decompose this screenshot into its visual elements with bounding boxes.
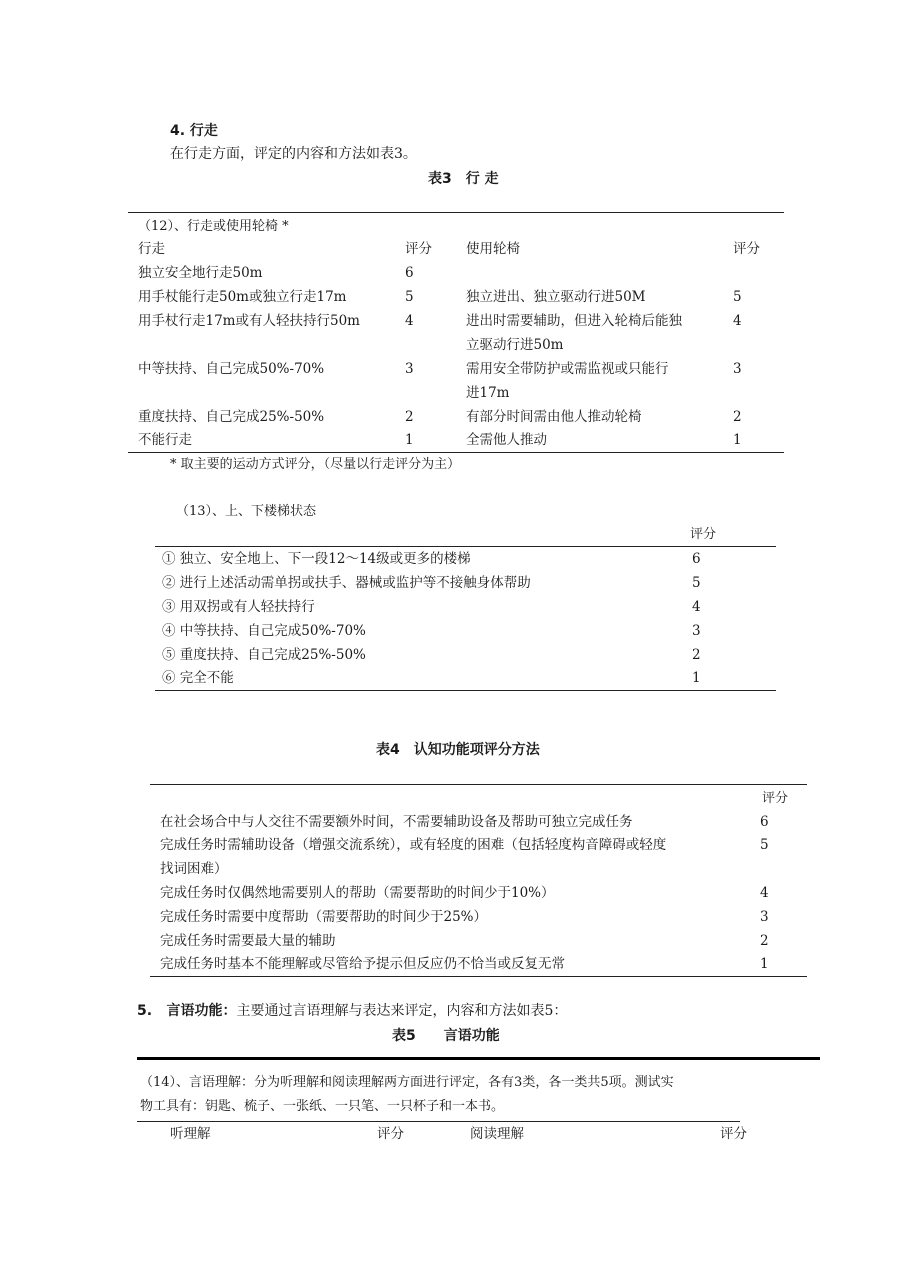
cognition-cell: 完成任务时需要最大量的辅助	[160, 933, 336, 949]
cognition-cell-line1: 完成任务时需辅助设备（增强交流系统），或有轻度的困难（包括轻度构音障碍或轻度	[160, 837, 667, 853]
cognition-score: 3	[760, 909, 769, 925]
section5-num: 5.	[137, 1003, 153, 1019]
wheel-score: 3	[733, 361, 742, 377]
cognition-cell: 完成任务时需要中度帮助（需要帮助的时间少于25%）	[160, 909, 488, 925]
stairs-cell: ③ 用双拐或有人轻扶持行	[162, 599, 315, 615]
stairs-cell: ⑤ 重度扶持、自己完成25%-50%	[162, 647, 366, 663]
section4-intro: 在行走方面，评定的内容和方法如表3。	[170, 146, 417, 162]
table-row	[0, 285, 905, 309]
stairs-score: 1	[692, 670, 701, 686]
table5-top-rule	[137, 1057, 820, 1060]
walk-cell: 独立安全地行走50m	[138, 265, 263, 281]
wheel-cell: 独立进出、独立驱动行进50M	[466, 289, 646, 305]
table4-top-rule	[150, 784, 807, 785]
stairs-score: 5	[692, 575, 701, 591]
table-row	[0, 261, 905, 285]
wheel-cell: 有部分时间需由他人推动轮椅	[466, 409, 642, 425]
table3-note: * 取主要的运动方式评分，（尽量以行走评分为主）	[170, 457, 461, 472]
table-row	[0, 571, 905, 595]
walk-score: 4	[405, 313, 414, 329]
walk-cell: 不能行走	[138, 432, 192, 448]
stairs-cell: ⑥ 完全不能	[162, 670, 234, 686]
wheel-cell-line2: 进17m	[466, 385, 510, 401]
table4-bottom-rule	[150, 976, 807, 977]
section4-heading: 4. 行走	[170, 123, 218, 139]
table3-top-rule	[128, 212, 784, 213]
walk-cell: 用手杖行走17m或有人轻扶持行50m	[138, 313, 360, 329]
section5-label: 言语功能：	[166, 1003, 237, 1019]
table13-header-score: 评分	[690, 527, 717, 542]
table3-bottom-rule	[128, 452, 784, 453]
table-row	[0, 309, 905, 357]
wheel-cell-line1: 需用安全带防护或需监视或只能行	[466, 361, 669, 377]
table3-title: 表3 行 走	[428, 171, 499, 187]
walk-score: 2	[405, 409, 414, 425]
walk-cell: 中等扶持、自己完成50%-70%	[138, 361, 325, 377]
header-walk: 行走	[138, 241, 165, 257]
walk-score: 5	[405, 289, 414, 305]
table13-bottom-rule	[155, 690, 776, 691]
stairs-cell: ④ 中等扶持、自己完成50%-70%	[162, 623, 366, 639]
table-row	[0, 666, 905, 690]
walk-score: 6	[405, 265, 414, 281]
walk-cell: 用手杖能行走50m或独立行走17m	[138, 289, 347, 305]
wheel-score: 2	[733, 409, 742, 425]
stairs-score: 4	[692, 599, 701, 615]
cognition-score: 6	[760, 814, 769, 830]
header-score-reading: 评分	[720, 1126, 747, 1142]
section5-line	[137, 1002, 567, 1020]
table-row	[0, 905, 905, 929]
table13-caption: （13）、上、下楼梯状态	[176, 504, 317, 519]
table-row	[0, 428, 905, 452]
table-row	[0, 405, 905, 429]
table-row	[0, 643, 905, 667]
walk-score: 1	[405, 432, 414, 448]
header-score-wheelchair: 评分	[733, 241, 760, 257]
table5-desc-line1: （14）、言语理解：分为听理解和阅读理解两方面进行评定，各有3类，各一类共5项。测试实	[140, 1075, 674, 1090]
walk-score: 3	[405, 361, 414, 377]
header-reading: 阅读理解	[470, 1126, 524, 1142]
cognition-cell: 在社会场合中与人交往不需要额外时间，不需要辅助设备及帮助可独立完成任务	[160, 814, 633, 830]
cognition-score: 4	[760, 885, 769, 901]
walk-cell: 重度扶持、自己完成25%-50%	[138, 409, 325, 425]
table5-title: 表5 言语功能	[392, 1028, 500, 1044]
wheel-cell-line1: 进出时需要辅助，但进入轮椅后能独	[466, 313, 682, 329]
header-listening: 听理解	[170, 1126, 211, 1142]
table5-header-row	[0, 1122, 905, 1146]
cognition-score: 2	[760, 933, 769, 949]
wheel-cell-line2: 立驱动行进50m	[466, 337, 564, 353]
stairs-cell: ① 独立、安全地上、下一段12～14级或更多的楼梯	[162, 551, 471, 567]
header-score-walk: 评分	[405, 241, 432, 257]
stairs-score: 3	[692, 623, 701, 639]
table-row	[0, 881, 905, 905]
table3-header-row	[0, 237, 905, 261]
table4-title: 表4 认知功能项评分方法	[376, 742, 540, 758]
cognition-cell-line2: 找词困难）	[160, 861, 228, 877]
stairs-score: 2	[692, 647, 701, 663]
table-row	[0, 357, 905, 405]
section5-text: 主要通过言语理解与表达来评定，内容和方法如表5：	[236, 1003, 568, 1019]
cognition-cell: 完成任务时仅偶然地需要别人的帮助（需要帮助的时间少于10%）	[160, 885, 555, 901]
table-row	[0, 833, 905, 881]
table-row	[0, 619, 905, 643]
cognition-cell: 完成任务时基本不能理解或尽管给予提示但反应仍不恰当或反复无常	[160, 956, 565, 972]
table-row	[0, 929, 905, 953]
cognition-score: 5	[760, 837, 769, 853]
table-row	[0, 952, 905, 976]
stairs-cell: ② 进行上述活动需单拐或扶手、器械或监护等不接触身体帮助	[162, 575, 531, 591]
wheel-cell: 全需他人推动	[466, 432, 547, 448]
wheel-score: 5	[733, 289, 742, 305]
header-wheelchair: 使用轮椅	[466, 241, 520, 257]
table-row	[0, 810, 905, 834]
table-row	[0, 547, 905, 571]
table5-desc-line2: 物工具有：钥匙、梳子、一张纸、一只笔、一只杯子和一本书。	[140, 1099, 505, 1114]
header-score-listening: 评分	[377, 1126, 404, 1142]
wheel-score: 4	[733, 313, 742, 329]
table-row	[0, 595, 905, 619]
table3-caption: （12）、行走或使用轮椅 *	[138, 219, 289, 234]
stairs-score: 6	[692, 551, 701, 567]
table4-header-score: 评分	[762, 791, 789, 806]
cognition-score: 1	[760, 956, 769, 972]
wheel-score: 1	[733, 432, 742, 448]
